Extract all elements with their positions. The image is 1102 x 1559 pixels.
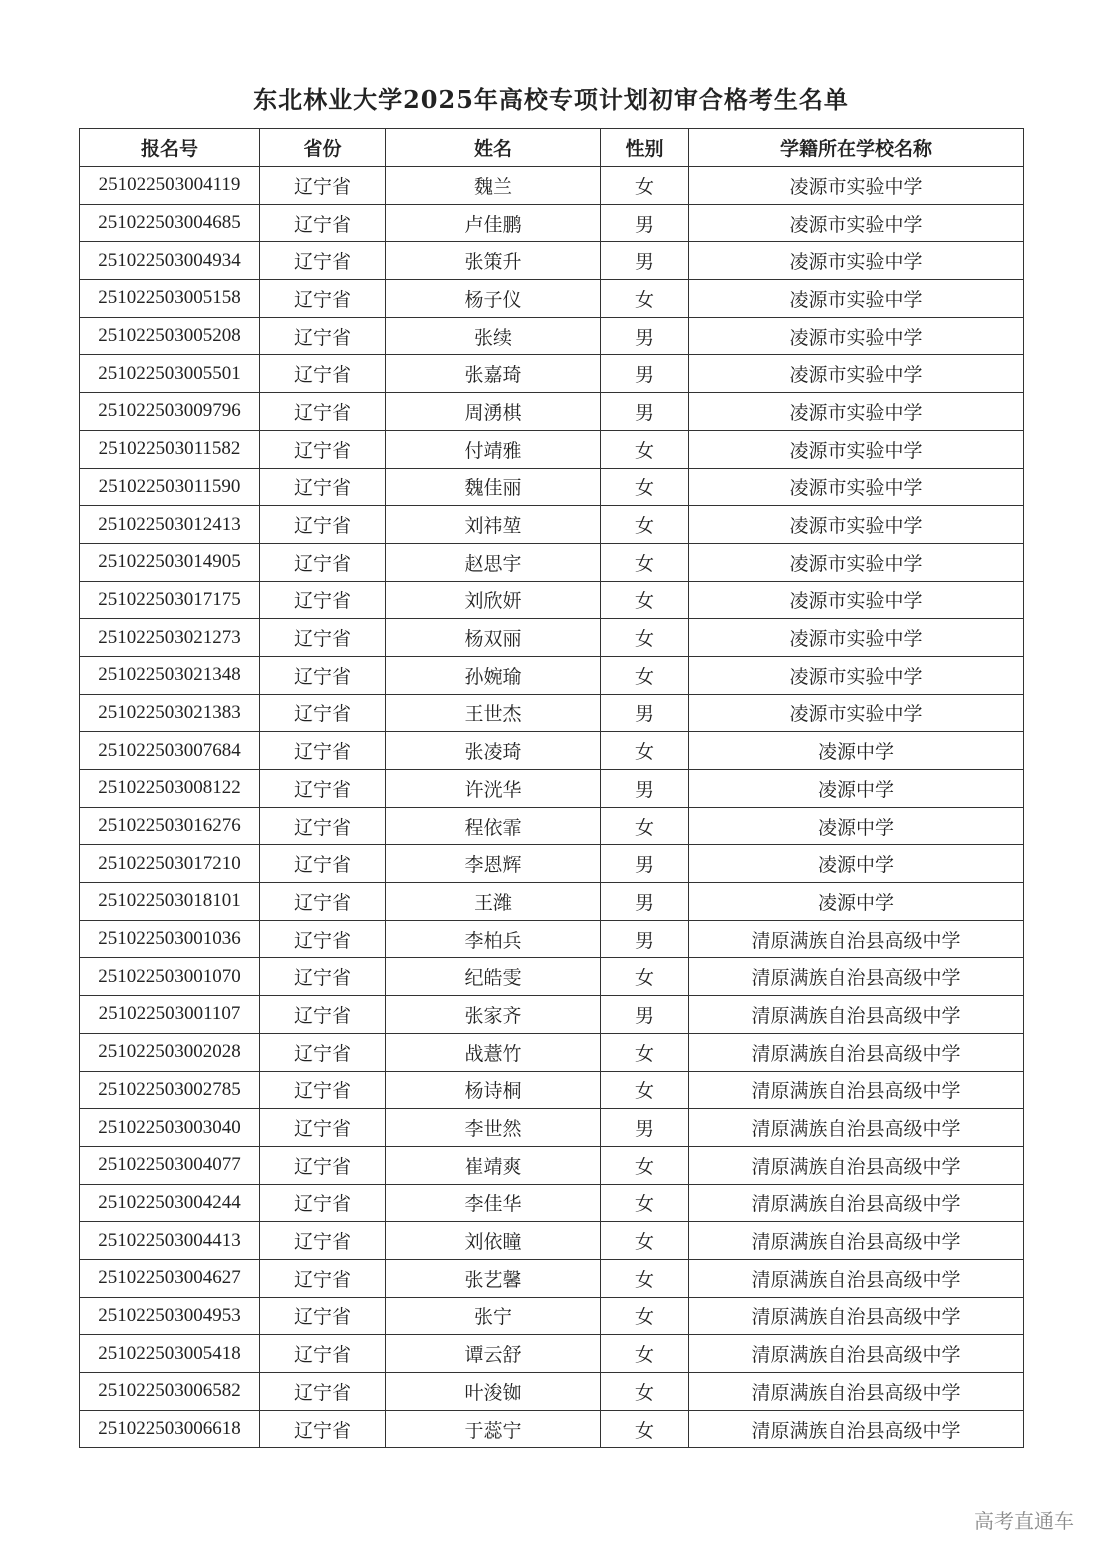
school-cell: 凌源中学	[689, 807, 1024, 845]
registration-number-cell: 251022503004244	[80, 1184, 260, 1222]
name-cell: 王潍	[386, 883, 601, 921]
table-row	[80, 1373, 1024, 1411]
province-cell: 辽宁省	[260, 958, 386, 996]
school-cell: 清原满族自治县高级中学	[689, 1033, 1024, 1071]
school-cell: 清原满族自治县高级中学	[689, 996, 1024, 1034]
registration-number-cell: 251022503014905	[80, 543, 260, 581]
province-cell: 辽宁省	[260, 167, 386, 205]
name-cell: 赵思宇	[386, 543, 601, 581]
school-cell: 凌源市实验中学	[689, 204, 1024, 242]
school-cell: 凌源市实验中学	[689, 430, 1024, 468]
school-cell: 清原满族自治县高级中学	[689, 1335, 1024, 1373]
name-cell: 张家齐	[386, 996, 601, 1034]
name-cell: 张宁	[386, 1297, 601, 1335]
school-cell: 凌源中学	[689, 845, 1024, 883]
table-row	[80, 581, 1024, 619]
gender-cell: 女	[601, 1033, 689, 1071]
table-row	[80, 996, 1024, 1034]
name-cell: 张嘉琦	[386, 355, 601, 393]
name-cell: 刘依瞳	[386, 1222, 601, 1260]
province-cell: 辽宁省	[260, 1071, 386, 1109]
registration-number-cell: 251022503021348	[80, 656, 260, 694]
table-row	[80, 1146, 1024, 1184]
name-cell: 李世然	[386, 1109, 601, 1147]
table-row	[80, 468, 1024, 506]
province-cell: 辽宁省	[260, 1373, 386, 1411]
registration-number-cell: 251022503002785	[80, 1071, 260, 1109]
name-cell: 张续	[386, 317, 601, 355]
name-cell: 付靖雅	[386, 430, 601, 468]
school-cell: 凌源市实验中学	[689, 468, 1024, 506]
school-cell: 清原满族自治县高级中学	[689, 1071, 1024, 1109]
school-cell: 清原满族自治县高级中学	[689, 1109, 1024, 1147]
table-row	[80, 619, 1024, 657]
gender-cell: 女	[601, 1335, 689, 1373]
province-cell: 辽宁省	[260, 242, 386, 280]
province-cell: 辽宁省	[260, 506, 386, 544]
province-cell: 辽宁省	[260, 1222, 386, 1260]
registration-number-cell: 251022503008122	[80, 770, 260, 808]
name-cell: 刘祎堃	[386, 506, 601, 544]
province-cell: 辽宁省	[260, 468, 386, 506]
gender-cell: 男	[601, 920, 689, 958]
table-body	[80, 167, 1024, 1448]
table-row	[80, 1071, 1024, 1109]
name-cell: 杨双丽	[386, 619, 601, 657]
name-cell: 许洸华	[386, 770, 601, 808]
table-row	[80, 807, 1024, 845]
gender-cell: 女	[601, 1146, 689, 1184]
province-cell: 辽宁省	[260, 770, 386, 808]
school-cell: 凌源市实验中学	[689, 694, 1024, 732]
header-registration-number: 报名号	[80, 129, 260, 167]
registration-number-cell: 251022503004077	[80, 1146, 260, 1184]
province-cell: 辽宁省	[260, 1146, 386, 1184]
school-cell: 凌源中学	[689, 770, 1024, 808]
school-cell: 凌源市实验中学	[689, 619, 1024, 657]
name-cell: 魏兰	[386, 167, 601, 205]
gender-cell: 男	[601, 393, 689, 431]
school-cell: 清原满族自治县高级中学	[689, 1297, 1024, 1335]
table-row	[80, 430, 1024, 468]
header-name: 姓名	[386, 129, 601, 167]
name-cell: 纪皓雯	[386, 958, 601, 996]
province-cell: 辽宁省	[260, 807, 386, 845]
registration-number-cell: 251022503004934	[80, 242, 260, 280]
registration-number-cell: 251022503021383	[80, 694, 260, 732]
registration-number-cell: 251022503007684	[80, 732, 260, 770]
registration-number-cell: 251022503001107	[80, 996, 260, 1034]
province-cell: 辽宁省	[260, 996, 386, 1034]
name-cell: 张策升	[386, 242, 601, 280]
registration-number-cell: 251022503001070	[80, 958, 260, 996]
registration-number-cell: 251022503003040	[80, 1109, 260, 1147]
registration-number-cell: 251022503004119	[80, 167, 260, 205]
name-cell: 战薏竹	[386, 1033, 601, 1071]
registration-number-cell: 251022503011582	[80, 430, 260, 468]
school-cell: 凌源中学	[689, 883, 1024, 921]
province-cell: 辽宁省	[260, 1335, 386, 1373]
watermark: 高考直通车	[974, 1509, 1074, 1533]
registration-number-cell: 251022503021273	[80, 619, 260, 657]
gender-cell: 女	[601, 581, 689, 619]
table-row	[80, 1033, 1024, 1071]
province-cell: 辽宁省	[260, 581, 386, 619]
gender-cell: 男	[601, 770, 689, 808]
header-gender: 性别	[601, 129, 689, 167]
name-cell: 杨子仪	[386, 280, 601, 318]
name-cell: 谭云舒	[386, 1335, 601, 1373]
province-cell: 辽宁省	[260, 430, 386, 468]
gender-cell: 女	[601, 167, 689, 205]
gender-cell: 女	[601, 468, 689, 506]
province-cell: 辽宁省	[260, 1184, 386, 1222]
table-row	[80, 883, 1024, 921]
table-row	[80, 1410, 1024, 1448]
registration-number-cell: 251022503002028	[80, 1033, 260, 1071]
name-cell: 叶浚铷	[386, 1373, 601, 1411]
header-province: 省份	[260, 129, 386, 167]
name-cell: 杨诗桐	[386, 1071, 601, 1109]
school-cell: 凌源中学	[689, 732, 1024, 770]
gender-cell: 女	[601, 1184, 689, 1222]
table-row	[80, 317, 1024, 355]
table-row	[80, 656, 1024, 694]
header-school: 学籍所在学校名称	[689, 129, 1024, 167]
gender-cell: 女	[601, 958, 689, 996]
province-cell: 辽宁省	[260, 694, 386, 732]
table-row	[80, 1259, 1024, 1297]
table-row	[80, 732, 1024, 770]
table-row	[80, 355, 1024, 393]
table-row	[80, 770, 1024, 808]
registration-number-cell: 251022503004953	[80, 1297, 260, 1335]
registration-number-cell: 251022503006582	[80, 1373, 260, 1411]
name-cell: 卢佳鹏	[386, 204, 601, 242]
table-row	[80, 506, 1024, 544]
gender-cell: 女	[601, 1297, 689, 1335]
gender-cell: 男	[601, 1109, 689, 1147]
name-cell: 周湧棋	[386, 393, 601, 431]
school-cell: 凌源市实验中学	[689, 280, 1024, 318]
school-cell: 清原满族自治县高级中学	[689, 1222, 1024, 1260]
registration-number-cell: 251022503009796	[80, 393, 260, 431]
registration-number-cell: 251022503011590	[80, 468, 260, 506]
gender-cell: 女	[601, 430, 689, 468]
table-row	[80, 393, 1024, 431]
school-cell: 清原满族自治县高级中学	[689, 958, 1024, 996]
school-cell: 凌源市实验中学	[689, 393, 1024, 431]
gender-cell: 男	[601, 883, 689, 921]
name-cell: 李佳华	[386, 1184, 601, 1222]
registration-number-cell: 251022503005418	[80, 1335, 260, 1373]
gender-cell: 男	[601, 317, 689, 355]
province-cell: 辽宁省	[260, 920, 386, 958]
table-row	[80, 204, 1024, 242]
name-cell: 程依霏	[386, 807, 601, 845]
province-cell: 辽宁省	[260, 1109, 386, 1147]
registration-number-cell: 251022503018101	[80, 883, 260, 921]
province-cell: 辽宁省	[260, 619, 386, 657]
table-row	[80, 1184, 1024, 1222]
table-row	[80, 1222, 1024, 1260]
document-title: 东北林业大学2025年高校专项计划初审合格考生名单	[253, 85, 849, 114]
gender-cell: 男	[601, 242, 689, 280]
province-cell: 辽宁省	[260, 1297, 386, 1335]
school-cell: 清原满族自治县高级中学	[689, 1410, 1024, 1448]
registration-number-cell: 251022503017175	[80, 581, 260, 619]
table-row	[80, 1109, 1024, 1147]
gender-cell: 女	[601, 619, 689, 657]
table-row	[80, 167, 1024, 205]
gender-cell: 女	[601, 1259, 689, 1297]
table-row	[80, 280, 1024, 318]
province-cell: 辽宁省	[260, 883, 386, 921]
province-cell: 辽宁省	[260, 355, 386, 393]
school-cell: 清原满族自治县高级中学	[689, 1146, 1024, 1184]
school-cell: 凌源市实验中学	[689, 506, 1024, 544]
name-cell: 李恩辉	[386, 845, 601, 883]
province-cell: 辽宁省	[260, 1410, 386, 1448]
table-row	[80, 1297, 1024, 1335]
table-row	[80, 1335, 1024, 1373]
gender-cell: 男	[601, 996, 689, 1034]
gender-cell: 女	[601, 1071, 689, 1109]
gender-cell: 男	[601, 204, 689, 242]
school-cell: 凌源市实验中学	[689, 543, 1024, 581]
province-cell: 辽宁省	[260, 1033, 386, 1071]
name-cell: 崔靖爽	[386, 1146, 601, 1184]
registration-number-cell: 251022503005208	[80, 317, 260, 355]
province-cell: 辽宁省	[260, 393, 386, 431]
registration-number-cell: 251022503004685	[80, 204, 260, 242]
gender-cell: 女	[601, 1410, 689, 1448]
name-cell: 刘欣妍	[386, 581, 601, 619]
province-cell: 辽宁省	[260, 845, 386, 883]
registration-number-cell: 251022503016276	[80, 807, 260, 845]
gender-cell: 女	[601, 280, 689, 318]
gender-cell: 女	[601, 656, 689, 694]
province-cell: 辽宁省	[260, 732, 386, 770]
registration-number-cell: 251022503006618	[80, 1410, 260, 1448]
registration-number-cell: 251022503001036	[80, 920, 260, 958]
school-cell: 凌源市实验中学	[689, 242, 1024, 280]
name-cell: 魏佳丽	[386, 468, 601, 506]
school-cell: 清原满族自治县高级中学	[689, 1373, 1024, 1411]
gender-cell: 女	[601, 543, 689, 581]
province-cell: 辽宁省	[260, 543, 386, 581]
table-header-row	[80, 129, 1024, 167]
gender-cell: 男	[601, 694, 689, 732]
name-cell: 李柏兵	[386, 920, 601, 958]
province-cell: 辽宁省	[260, 1259, 386, 1297]
registration-number-cell: 251022503005501	[80, 355, 260, 393]
gender-cell: 女	[601, 807, 689, 845]
gender-cell: 男	[601, 845, 689, 883]
gender-cell: 女	[601, 1373, 689, 1411]
table-row	[80, 958, 1024, 996]
registration-number-cell: 251022503004627	[80, 1259, 260, 1297]
name-cell: 王世杰	[386, 694, 601, 732]
school-cell: 凌源市实验中学	[689, 355, 1024, 393]
school-cell: 凌源市实验中学	[689, 581, 1024, 619]
school-cell: 凌源市实验中学	[689, 167, 1024, 205]
school-cell: 清原满族自治县高级中学	[689, 920, 1024, 958]
table-row	[80, 694, 1024, 732]
name-cell: 于蕊宁	[386, 1410, 601, 1448]
province-cell: 辽宁省	[260, 280, 386, 318]
registration-number-cell: 251022503012413	[80, 506, 260, 544]
gender-cell: 女	[601, 506, 689, 544]
registration-number-cell: 251022503004413	[80, 1222, 260, 1260]
school-cell: 清原满族自治县高级中学	[689, 1184, 1024, 1222]
name-cell: 张凌琦	[386, 732, 601, 770]
province-cell: 辽宁省	[260, 204, 386, 242]
school-cell: 凌源市实验中学	[689, 656, 1024, 694]
province-cell: 辽宁省	[260, 317, 386, 355]
table-row	[80, 845, 1024, 883]
province-cell: 辽宁省	[260, 656, 386, 694]
registration-number-cell: 251022503005158	[80, 280, 260, 318]
table-row	[80, 920, 1024, 958]
candidate-table	[79, 128, 1024, 1448]
name-cell: 张艺馨	[386, 1259, 601, 1297]
table-row	[80, 242, 1024, 280]
school-cell: 清原满族自治县高级中学	[689, 1259, 1024, 1297]
name-cell: 孙婉瑜	[386, 656, 601, 694]
gender-cell: 女	[601, 732, 689, 770]
school-cell: 凌源市实验中学	[689, 317, 1024, 355]
registration-number-cell: 251022503017210	[80, 845, 260, 883]
table-row	[80, 543, 1024, 581]
gender-cell: 男	[601, 355, 689, 393]
gender-cell: 女	[601, 1222, 689, 1260]
